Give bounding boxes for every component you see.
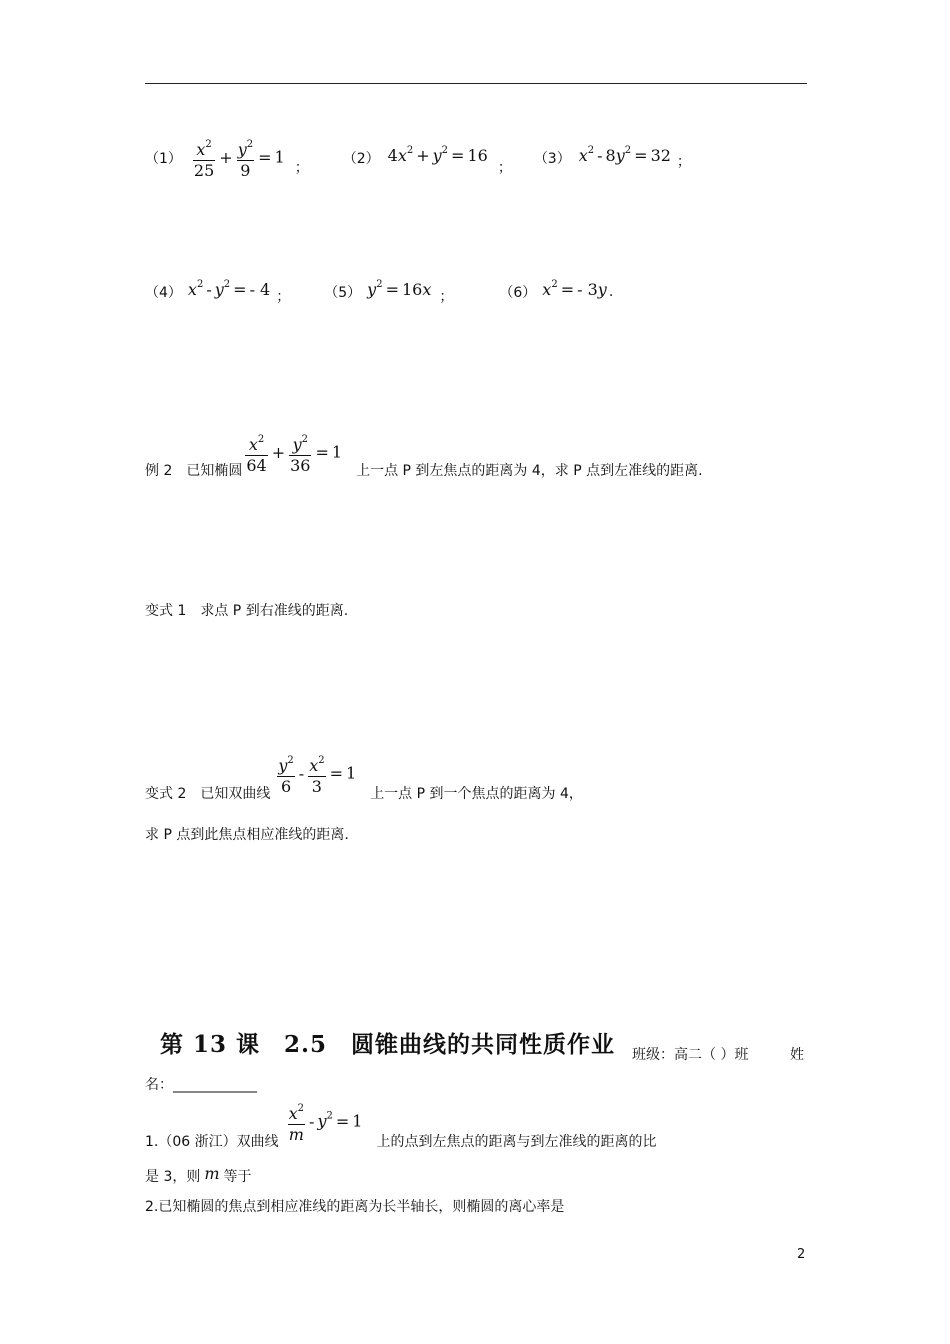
variable-m: m <box>204 1163 220 1183</box>
variant-2-line-2: 求 P 点到此焦点相应准线的距离. <box>145 827 349 843</box>
variant-2 <box>145 750 583 805</box>
equation-2: $4x^2 + y^2 = 16$ <box>387 145 488 165</box>
question-1-line-2-a: 是 3，则 <box>145 1169 201 1185</box>
equation-4: $x^2 - y^2$ = - 4 <box>187 279 271 299</box>
variant-2-prefix: 变式 2 已知双曲线 <box>145 786 271 802</box>
label-4: （4） <box>145 285 182 301</box>
equation-3: $x^2 - 8y^2 = 32$ <box>578 145 671 165</box>
example-2-equation: $\frac{x^2}{64}$ + $\frac{y^2}{36}$ = 1 <box>244 430 342 476</box>
question-1-equation: $\frac{x^2}{m}$ - $y^2 = 1$ <box>287 1099 363 1145</box>
question-1-suffix: 上的点到左焦点的距离与到左准线的距离的比 <box>376 1134 657 1150</box>
sep-3: ； <box>676 154 691 170</box>
label-2: （2） <box>342 151 380 167</box>
equation-6: $x^2$ = - 3y <box>542 279 607 299</box>
sep-4: ； <box>276 289 291 305</box>
label-1: （1） <box>145 151 182 167</box>
question-1-line-2-b: 等于 <box>223 1169 252 1185</box>
name-label-b: 名：____________ <box>145 1077 257 1093</box>
example-2 <box>145 426 703 486</box>
question-2: 2.已知椭圆的焦点到相应准线的距离为长半轴长，则椭圆的离心率是 <box>145 1199 565 1215</box>
variant-1: 变式 1 求点 P 到右准线的距离. <box>145 603 349 619</box>
equation-row-2 <box>145 272 613 312</box>
sep-2: ； <box>497 160 512 176</box>
equation-5: $y^2 = 16x$ <box>367 279 432 299</box>
example-2-suffix: 上一点 P 到左焦点的距离为 4，求 P 点到左准线的距离. <box>356 463 703 479</box>
label-5: （5） <box>324 285 362 301</box>
header-rule <box>145 83 807 84</box>
equation-row-1 <box>145 126 691 190</box>
question-1 <box>145 1098 656 1153</box>
end-6: . <box>608 284 614 300</box>
sep-1: ； <box>294 160 309 176</box>
name-label-a: 姓 <box>790 1047 804 1063</box>
question-1-line-2 <box>145 1163 252 1186</box>
label-3: （3） <box>533 151 571 167</box>
variant-2-equation: $\frac{y^2}{6}$ - $\frac{x^2}{3}$ = 1 <box>276 751 356 797</box>
page-number: 2 <box>797 1247 806 1262</box>
variant-2-suffix: 上一点 P 到一个焦点的距离为 4， <box>370 786 583 802</box>
equation-1: $\frac{x^2}{25}$ + $\frac{y^2}{9}$ = 1 <box>192 135 285 181</box>
class-label: 班级：高二（ ）班 <box>632 1047 749 1063</box>
label-6: （6） <box>499 285 537 301</box>
homework-title: 第 13 课 2.5 圆锥曲线的共同性质作业 <box>160 1031 616 1058</box>
sep-5: ； <box>439 289 454 305</box>
question-1-prefix: 1.（06 浙江）双曲线 <box>145 1134 279 1150</box>
example-2-prefix: 例 2 已知椭圆 <box>145 463 243 479</box>
